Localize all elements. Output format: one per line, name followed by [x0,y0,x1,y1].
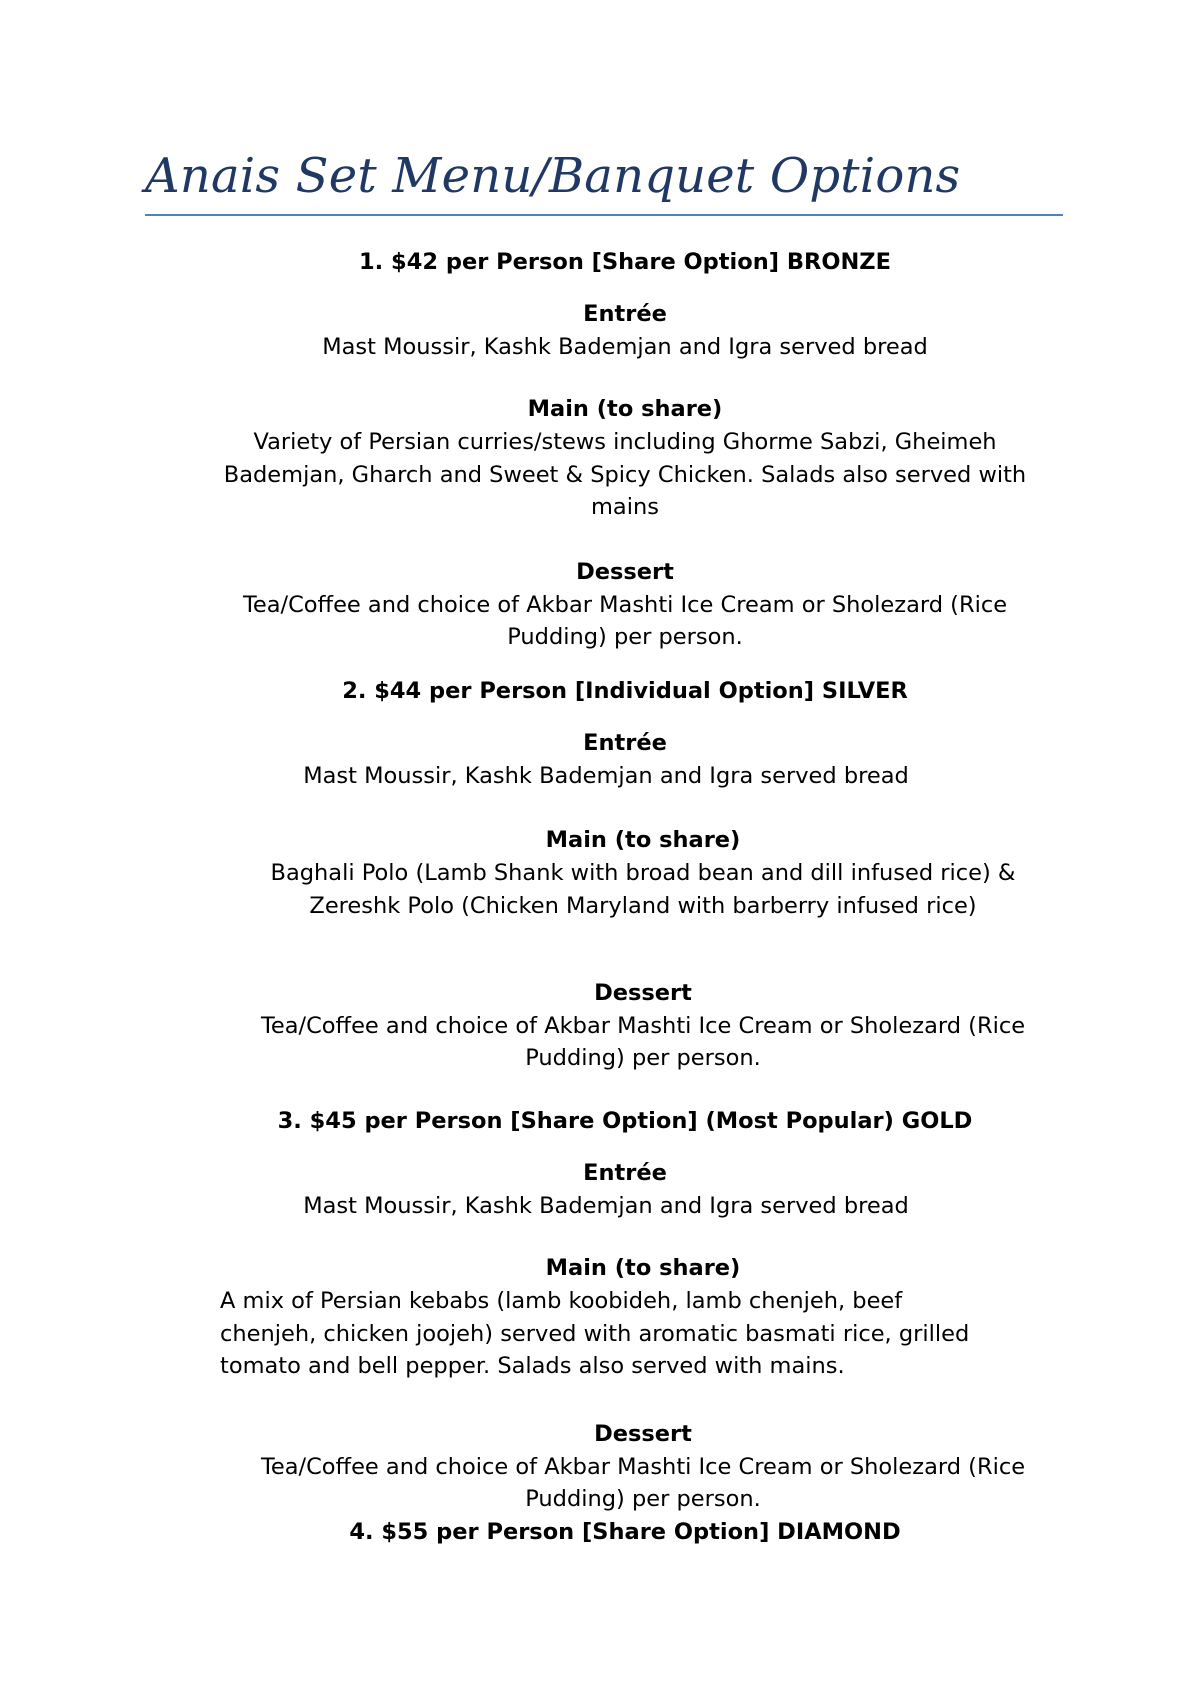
dessert-text-line: Tea/Coffee and choice of Akbar Mashti Ice Cream or Sholezard (Rice [260,1013,1026,1039]
main-text-line: mains [591,494,659,520]
main-text-line: Variety of Persian curries/stews including Ghorme Sabzi, Gheimeh [253,429,997,455]
main-text-line: A mix of Persian kebabs (lamb koobideh, lamb chenjeh, beef [220,1288,903,1314]
main-text-line: Baghali Polo (Lamb Shank with broad bean and dill infused rice) & [270,860,1016,886]
main-label: Main (to share) [527,396,723,422]
entree-text: Mast Moussir, Kashk Bademjan and Igra served bread [303,1193,909,1219]
entree-label: Entrée [583,301,667,327]
dessert-label: Dessert [576,559,674,585]
dessert-text-line: Tea/Coffee and choice of Akbar Mashti Ice Cream or Sholezard (Rice [242,592,1008,618]
option-heading-gold: 3. $45 per Person [Share Option] (Most Popular) GOLD [277,1108,973,1134]
entree-label: Entrée [583,730,667,756]
dessert-label: Dessert [594,980,692,1006]
entree-label: Entrée [583,1160,667,1186]
entree-text: Mast Moussir, Kashk Bademjan and Igra served bread [303,763,909,789]
dessert-text-line: Pudding) per person. [525,1045,761,1071]
option-heading-diamond: 4. $55 per Person [Share Option] DIAMOND [349,1519,901,1545]
dessert-text-line: Tea/Coffee and choice of Akbar Mashti Ice Cream or Sholezard (Rice [260,1454,1026,1480]
dessert-text-line: Pudding) per person. [507,624,743,650]
entree-text: Mast Moussir, Kashk Bademjan and Igra served bread [322,334,928,360]
option-heading-silver: 2. $44 per Person [Individual Option] SILVER [342,678,908,704]
dessert-text-line: Pudding) per person. [525,1486,761,1512]
main-text-line: Zereshk Polo (Chicken Maryland with barberry infused rice) [309,893,977,919]
main-text-line: tomato and bell pepper. Salads also served with mains. [220,1353,845,1379]
option-heading-bronze: 1. $42 per Person [Share Option] BRONZE [359,249,891,275]
dessert-label: Dessert [594,1421,692,1447]
main-label: Main (to share) [545,827,741,853]
main-label: Main (to share) [545,1255,741,1281]
main-text-line: Bademjan, Gharch and Sweet & Spicy Chicken. Salads also served with [223,462,1027,488]
title-underline [145,214,1063,216]
main-text-line: chenjeh, chicken joojeh) served with aromatic basmati rice, grilled [220,1321,970,1347]
page-title: Anais Set Menu/Banquet Options [145,148,961,204]
